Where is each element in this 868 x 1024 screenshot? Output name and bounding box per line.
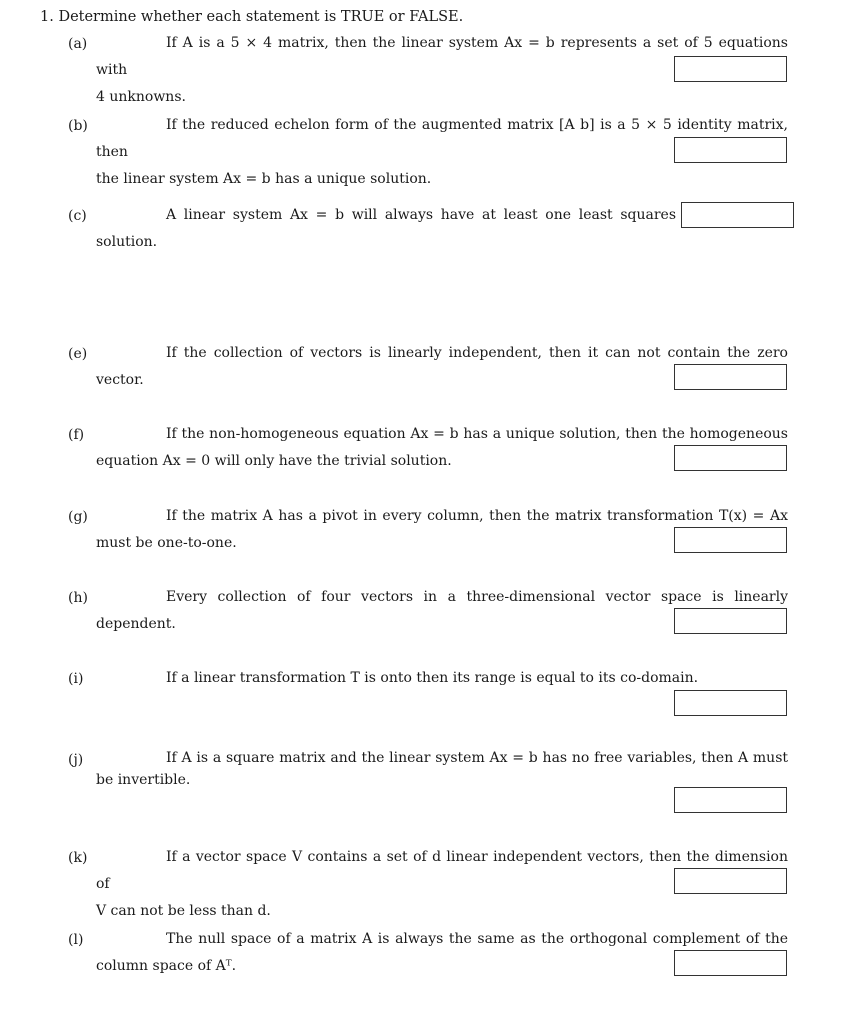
statement-text: If a vector space V contains a set of d linear independent vectors, then the dimension of <box>96 849 788 892</box>
statement-continuation: 4 unknowns. <box>96 89 186 105</box>
answer-box-a[interactable] <box>674 56 787 82</box>
answer-box-c[interactable] <box>681 202 794 228</box>
answer-box-g[interactable] <box>674 527 787 553</box>
question-title: 1. Determine whether each statement is TRUE or FALSE. <box>40 9 464 25</box>
statement-continuation: be invertible. <box>96 772 191 788</box>
statement-text: If a linear transformation T is onto then its range is equal to its co-domain. <box>166 670 699 686</box>
item-label: (h) <box>68 590 88 606</box>
answer-box-k[interactable] <box>674 868 787 894</box>
statement-text: Every collection of four vectors in a three-dimensional vector space is linearly dependent. <box>96 589 788 632</box>
statement-text: If A is a 5 × 4 matrix, then the linear system Ax = b represents a set of 5 equations with <box>96 35 788 78</box>
statement-continuation: column space of Aᵀ. <box>96 958 237 974</box>
answer-box-j[interactable] <box>674 787 787 813</box>
answer-box-i[interactable] <box>674 690 787 716</box>
item-label: (a) <box>68 36 88 52</box>
statement-text: If the non-homogeneous equation Ax = b has a unique solution, then the homogeneous <box>166 426 788 442</box>
item-label: (e) <box>68 346 88 362</box>
statement-text: A linear system Ax = b will always have at least one least squares solution. <box>96 207 676 250</box>
answer-box-h[interactable] <box>674 608 787 634</box>
statement-text: If the collection of vectors is linearly independent, then it can not contain the zero vector. <box>96 345 788 388</box>
item-label: (b) <box>68 118 88 134</box>
item-label: (g) <box>68 509 88 525</box>
statement-text: If A is a square matrix and the linear system Ax = b has no free variables, then A must <box>166 750 788 766</box>
answer-box-e[interactable] <box>674 364 787 390</box>
answer-box-f[interactable] <box>674 445 787 471</box>
statement-continuation: V can not be less than d. <box>96 903 271 919</box>
item-label: (j) <box>68 752 84 768</box>
item-label: (c) <box>68 208 87 224</box>
statement-text: The null space of a matrix A is always the same as the orthogonal complement of the <box>166 931 788 947</box>
item-label: (k) <box>68 850 88 866</box>
statement-text: If the matrix A has a pivot in every column, then the matrix transformation T(x) = Ax <box>166 508 788 524</box>
statement-text: If the reduced echelon form of the augmented matrix [A b] is a 5 × 5 identity matrix, then <box>96 117 788 160</box>
answer-box-b[interactable] <box>674 137 787 163</box>
item-label: (i) <box>68 671 84 687</box>
statement-continuation: must be one-to-one. <box>96 535 237 551</box>
answer-box-l[interactable] <box>674 950 787 976</box>
statement-continuation: equation Ax = 0 will only have the trivial solution. <box>96 453 452 469</box>
item-label: (f) <box>68 427 85 443</box>
item-label: (l) <box>68 932 84 948</box>
statement-continuation: the linear system Ax = b has a unique solution. <box>96 171 432 187</box>
